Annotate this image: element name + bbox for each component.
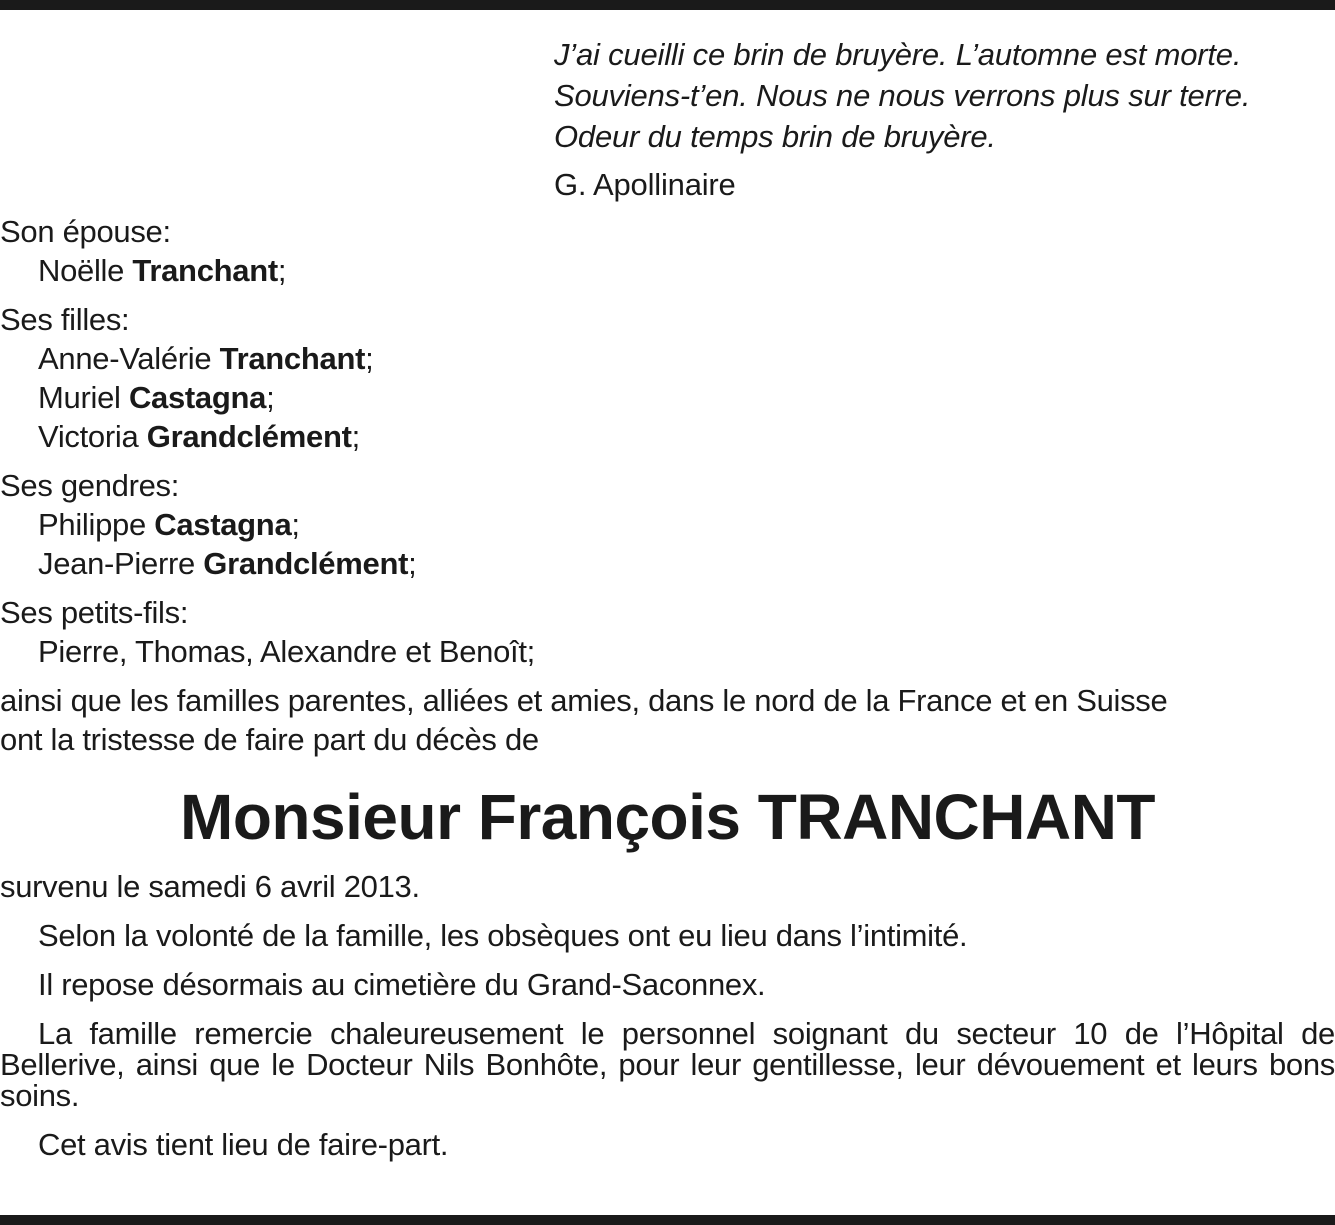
family-member: Anne-Valérie Tranchant; — [38, 341, 374, 376]
family-member: Jean-Pierre Grandclément; — [38, 546, 417, 581]
announcement-line: ont la tristesse de faire part du décès de — [0, 722, 539, 757]
top-rule — [0, 0, 1335, 10]
obituary-body — [0, 212, 1335, 1160]
family-member: Muriel Castagna; — [38, 380, 275, 415]
burial-paragraph: Il repose désormais au cimetière du Grand-Saconnex. — [38, 967, 766, 1002]
bottom-rule — [0, 1215, 1335, 1225]
poem-line: J’ai cueilli ce brin de bruyère. L’automne est morte. — [554, 37, 1242, 72]
grandchildren-names: Pierre, Thomas, Alexandre et Benoît; — [38, 634, 535, 669]
spouse-group — [0, 212, 1335, 290]
spouse-label: Son épouse: — [0, 214, 171, 249]
family-member: Victoria Grandclément; — [38, 419, 360, 454]
daughters-label: Ses filles: — [0, 302, 130, 337]
poem-line: Souviens-t’en. Nous ne nous verrons plus sur terre. — [554, 78, 1251, 113]
grandchildren-label: Ses petits-fils: — [0, 595, 189, 630]
family-member: Noëlle Tranchant; — [38, 253, 287, 288]
announcement-line: ainsi que les familles parentes, alliées et amies, dans le nord de la France et en Suisse — [0, 683, 1168, 718]
grandchildren-group — [0, 593, 1335, 671]
sons-in-law-label: Ses gendres: — [0, 468, 180, 503]
family-member: Philippe Castagna; — [38, 507, 300, 542]
poem-line: Odeur du temps brin de bruyère. — [554, 119, 996, 154]
thanks-paragraph: La famille remercie chaleureusement le personnel soignant du secteur 10 de l’Hôpital de Bellerive, ainsi que le Docteur Nils Bonhôte, pour leur gentillesse, leur dévouement et leurs bons soins. — [0, 1016, 1335, 1113]
notice-paragraph: Cet avis tient lieu de faire-part. — [38, 1127, 449, 1162]
epigraph-poem — [554, 34, 1335, 205]
funeral-paragraph: Selon la volonté de la famille, les obsèques ont eu lieu dans l’intimité. — [38, 918, 968, 953]
sons-in-law-group — [0, 466, 1335, 583]
deceased-name: Monsieur François TRANCHANT — [180, 781, 1155, 853]
daughters-group — [0, 300, 1335, 456]
poem-author: G. Apollinaire — [554, 167, 736, 202]
date-of-death: survenu le samedi 6 avril 2013. — [0, 869, 420, 904]
